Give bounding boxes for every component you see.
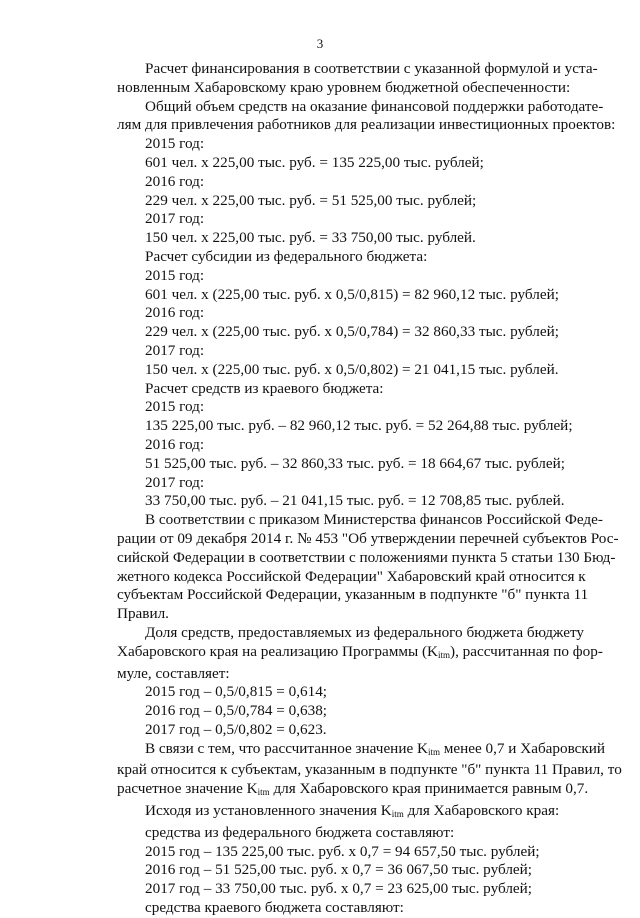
- line-text: 2016 год – 0,5/0,784 = 0,638;: [145, 702, 328, 720]
- text-line: [117, 342, 584, 361]
- line-text: средства краевого бюджета составляют:: [145, 899, 404, 917]
- text-line: [117, 267, 584, 286]
- text-line: [117, 173, 584, 192]
- line-text: субъектам Российской Федерации, указанным в подпункте "б" пункта 11: [117, 586, 589, 604]
- page-number: 3: [316, 36, 324, 51]
- line-text: расчетное значение K: [117, 780, 258, 798]
- line-text: 2017 год – 0,5/0,802 = 0,623.: [145, 720, 327, 738]
- line-text: 2016 год:: [145, 435, 205, 453]
- line-text: 150 чел. х 225,00 тыс. руб. = 33 750,00 тыс. рублей.: [145, 229, 476, 247]
- line-text: Правил.: [117, 605, 169, 623]
- text-line: [117, 642, 603, 665]
- line-text-after: для Хабаровского края принимается равным 0,7.: [269, 780, 589, 798]
- line-text: 2015 год:: [145, 398, 205, 416]
- text-line: [117, 417, 584, 436]
- text-line: [117, 880, 584, 899]
- text-line: [117, 361, 584, 380]
- text-line: [117, 843, 584, 862]
- text-line: [117, 97, 604, 117]
- line-text: Хабаровского края на реализацию Программы (K: [117, 642, 438, 660]
- line-text: 33 750,00 тыс. руб. – 21 041,15 тыс. руб. = 12 708,85 тыс. рублей.: [145, 492, 565, 510]
- subscript: itm: [391, 809, 404, 820]
- line-text: 601 чел. х 225,00 тыс. руб. = 135 225,00 тыс. рублей;: [145, 153, 484, 171]
- line-text: 2015 год – 135 225,00 тыс. руб. х 0,7 = 94 657,50 тыс. рублей;: [145, 842, 540, 860]
- text-line: [117, 398, 584, 417]
- text-line: [117, 861, 584, 880]
- line-text: 2017 год:: [145, 210, 205, 228]
- line-text-after: ), рассчитанная по фор-: [450, 642, 603, 660]
- text-line: [117, 568, 584, 587]
- text-line: [117, 529, 619, 549]
- line-text: 2017 год:: [145, 473, 205, 491]
- text-line: [117, 79, 584, 98]
- text-line: [117, 548, 616, 568]
- line-text: 2016 год:: [145, 172, 205, 190]
- line-text: В соответствии с приказом Министерства финансов Российской Феде-: [145, 511, 603, 529]
- text-line: [117, 624, 584, 643]
- line-text: 2015 год:: [145, 266, 205, 284]
- text-line: [117, 210, 584, 229]
- line-text: 2015 год – 0,5/0,815 = 0,614;: [145, 683, 328, 701]
- text-line: [117, 824, 584, 843]
- line-text: Расчет финансирования в соответствии с указанной формулой и уста-: [145, 60, 598, 77]
- line-text: край относится к субъектам, указанным в подпункте "б" пункта 11 Правил, то: [117, 761, 622, 779]
- subscript: itm: [438, 649, 451, 660]
- text-line: [117, 192, 584, 211]
- line-text: средства из федерального бюджета составляют:: [145, 823, 455, 841]
- line-text: 2016 год – 51 525,00 тыс. руб. х 0,7 = 36 067,50 тыс. рублей;: [145, 861, 532, 879]
- text-line: [117, 702, 584, 721]
- text-line: [117, 586, 589, 605]
- text-line: [117, 683, 584, 702]
- line-text: лям для привлечения работников для реализации инвестиционных проектов:: [117, 116, 616, 134]
- text-line: [117, 761, 622, 780]
- text-line: [117, 380, 584, 399]
- line-text: Общий объем средств на оказание финансовой поддержки работодате-: [145, 97, 604, 115]
- text-line: [117, 154, 584, 173]
- text-line: [117, 802, 584, 824]
- line-text: 601 чел. х (225,00 тыс. руб. х 0,5/0,815) = 82 960,12 тыс. рублей;: [145, 285, 559, 303]
- line-text: 2017 год:: [145, 341, 205, 359]
- line-text: рации от 09 декабря 2014 г. № 453 "Об утверждении перечней субъектов Рос-: [117, 529, 619, 547]
- text-line: [117, 780, 589, 802]
- text-line: [117, 605, 584, 624]
- line-text: В связи с тем, что рассчитанное значение K: [145, 739, 428, 757]
- line-text: 150 чел. х (225,00 тыс. руб. х 0,5/0,802) = 21 041,15 тыс. рублей.: [145, 360, 559, 378]
- subscript: itm: [257, 787, 270, 798]
- text-line: [117, 304, 584, 323]
- text-line: [117, 116, 616, 135]
- text-line: [117, 323, 584, 342]
- line-text: муле, составляет:: [117, 664, 230, 682]
- subscript: itm: [427, 746, 440, 757]
- text-line: [117, 721, 584, 740]
- text-line: [117, 248, 584, 267]
- line-text: 229 чел. х (225,00 тыс. руб. х 0,5/0,784) = 32 860,33 тыс. рублей;: [145, 323, 559, 341]
- text-line: [117, 899, 584, 918]
- line-text: Исходя из установленного значения K: [145, 802, 392, 820]
- line-text: Расчет средств из краевого бюджета:: [145, 379, 384, 397]
- text-line: [117, 665, 584, 684]
- line-text: 2016 год:: [145, 304, 205, 322]
- line-text-after: менее 0,7 и Хабаровский: [439, 739, 606, 757]
- line-text: Доля средств, предоставляемых из федерального бюджета бюджету: [145, 623, 584, 641]
- text-line: [117, 60, 598, 79]
- line-text: 229 чел. х 225,00 тыс. руб. = 51 525,00 тыс. рублей;: [145, 191, 477, 209]
- text-line: [117, 455, 584, 474]
- line-text-after: для Хабаровского края:: [403, 802, 560, 820]
- text-line: [117, 492, 584, 511]
- line-text: сийской Федерации в соответствии с положениями пункта 5 статьи 130 Бюд-: [117, 548, 616, 566]
- line-text: 2017 год – 33 750,00 тыс. руб. х 0,7 = 23 625,00 тыс. рублей;: [145, 880, 532, 898]
- text-line: [117, 135, 584, 154]
- text-line: [117, 474, 584, 493]
- text-line: [117, 436, 584, 455]
- line-text: Расчет субсидии из федерального бюджета:: [145, 247, 428, 265]
- line-text: 2015 год:: [145, 135, 205, 153]
- text-line: [117, 229, 584, 248]
- text-line: [117, 739, 606, 762]
- text-line: [117, 286, 584, 305]
- document-body: [117, 60, 622, 918]
- line-text: жетного кодекса Российской Федерации" Хабаровский край относится к: [117, 567, 586, 585]
- line-text: 135 225,00 тыс. руб. – 82 960,12 тыс. руб. = 52 264,88 тыс. рублей;: [145, 417, 573, 435]
- line-text: новленным Хабаровскому краю уровнем бюджетной обеспеченности:: [117, 78, 571, 96]
- text-line: [117, 511, 603, 530]
- line-text: 51 525,00 тыс. руб. – 32 860,33 тыс. руб. = 18 664,67 тыс. рублей;: [145, 454, 565, 472]
